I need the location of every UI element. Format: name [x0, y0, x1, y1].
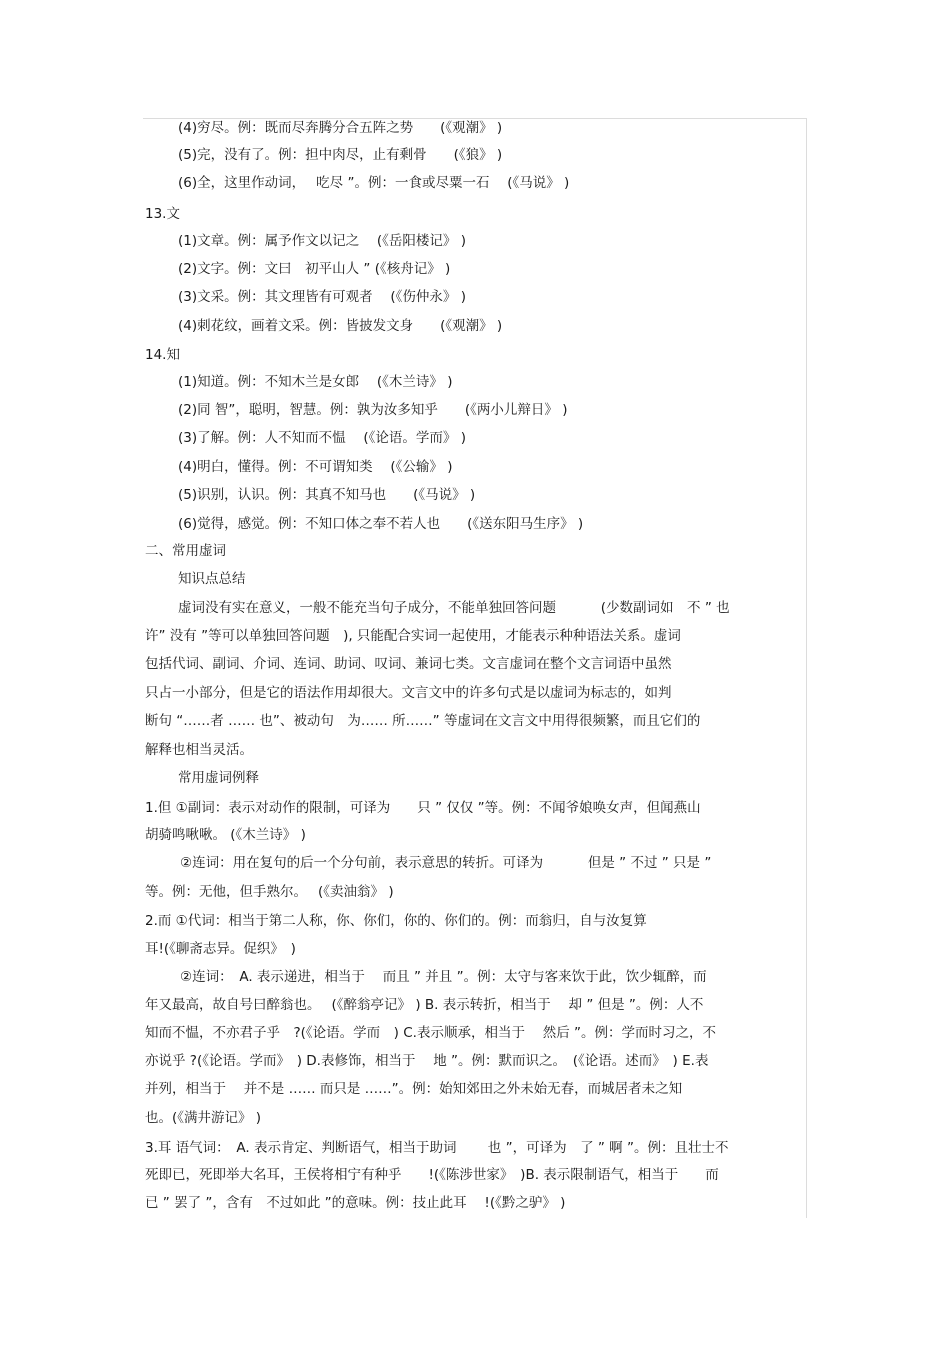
section-heading: 13.文 — [145, 206, 180, 222]
text-line: (4)刺花纹，画着文采。例：皆披发文身 (《观潮》 ) — [178, 318, 503, 334]
text-line: (3)了解。例：人不知而不愠 (《论语。学而》 ) — [178, 430, 466, 446]
text-line: (4)明白，懂得。例：不可谓知类 (《公输》 ) — [178, 459, 453, 475]
paragraph-line: 已 ” 罢了 ”，含有 不过如此 ”的意味。例：技止此耳 !(《黔之驴》 ) — [145, 1195, 566, 1211]
paragraph-line: 耳!(《聊斋志异。促织》 ) — [145, 941, 296, 957]
text-line: (6)觉得，感觉。例：不知口体之奉不若人也 (《送东阳马生序》 ) — [178, 516, 584, 532]
paragraph-line: 等。例：无他，但手熟尔。 (《卖油翁》 ) — [145, 884, 394, 900]
paragraph-line: 许” 没有 ”等可以单独回答问题 ), 只能配合实词一起使用，才能表示种种语法关系。虚词 — [145, 628, 681, 644]
paragraph-line: 死即已，死即举大名耳，王侯将相宁有种乎 !(《陈涉世家》 )B. 表示限制语气，相当于 而 — [145, 1167, 719, 1183]
paragraph-line: 2.而 ①代词：相当于第二人称，你、你们，你的、你们的。例：而翁归，自与汝复算 — [145, 913, 647, 929]
paragraph-line: 解释也相当灵活。 — [145, 742, 253, 758]
paragraph-line: 1.但 ①副词：表示对动作的限制，可译为 只 ” 仅仅 ”等。例：不闻爷娘唤女声，但闻燕山 — [145, 800, 701, 816]
paragraph-line: 年又最高，故自号曰醉翁也。 (《醉翁亭记》 ) B. 表示转折，相当于 却 ” 但是 ”。例：人不 — [145, 997, 704, 1013]
paragraph-line: 亦说乎 ?(《论语。学而》 ) D.表修饰，相当于 地 ”。例：默而识之。 (《论语。述而》 ) E.表 — [145, 1053, 709, 1069]
text-line: (1)文章。例：属予作文以记之 (《岳阳楼记》 ) — [178, 233, 466, 249]
paragraph-line: 包括代词、副词、介词、连词、助词、叹词、兼词七类。文言虚词在整个文言词语中虽然 — [145, 656, 672, 672]
text-line: (2)同 智”，聪明，智慧。例：孰为汝多知乎 (《两小儿辩日》 ) — [178, 402, 568, 418]
text-line: (5)完，没有了。例：担中肉尽，止有剩骨 (《狼》 ) — [178, 147, 503, 163]
text-line: (1)知道。例：不知木兰是女郎 (《木兰诗》 ) — [178, 374, 453, 390]
page-right-border — [806, 118, 807, 1218]
paragraph-line: 并列，相当于 并不是 …… 而只是 ……”。例：始知郊田之外未始无春，而城居者未之知 — [145, 1081, 683, 1097]
section-heading: 二、常用虚词 — [145, 543, 226, 559]
paragraph-line: 3.耳 语气词： A. 表示肯定、判断语气，相当于助词 也 ”，可译为 了 ” 啊 ”。例：且壮士不 — [145, 1140, 729, 1156]
text-line: (3)文采。例：其文理皆有可观者 (《伤仲永》 ) — [178, 289, 466, 305]
text-line: (4)穷尽。例：既而尽奔腾分合五阵之势 (《观潮》 ) — [178, 120, 503, 136]
paragraph-line: 知而不愠，不亦君子乎 ?(《论语。学而 ) C.表示顺承，相当于 然后 ”。例：学而时习之，不 — [145, 1025, 717, 1041]
paragraph-line: 只占一小部分，但是它的语法作用却很大。文言文中的许多句式是以虚词为标志的，如判 — [145, 685, 672, 701]
paragraph-line: ②连词：用在复句的后一个分句前，表示意思的转折。可译为 但是 ” 不过 ” 只是 ” — [180, 855, 712, 871]
paragraph-line: 断句 “……者 …… 也”、被动句 为…… 所……” 等虚词在文言文中用得很频繁，而且它们的 — [145, 713, 701, 729]
text-line: (5)识别，认识。例：其真不知马也 (《马说》 ) — [178, 487, 476, 503]
subheading: 知识点总结 — [178, 571, 246, 587]
paragraph-line: ②连词： A. 表示递进，相当于 而且 ” 并且 ”。例：太守与客来饮于此，饮少辄醉，而 — [180, 969, 707, 985]
text-line: (6)全，这里作动词， 吃尽 ”。例：一食或尽粟一石 (《马说》 ) — [178, 175, 570, 191]
paragraph-line: 胡骑鸣啾啾。 (《木兰诗》 ) — [145, 827, 306, 843]
paragraph-line: 虚词没有实在意义，一般不能充当句子成分，不能单独回答问题 (少数副词如 不 ” 也 — [178, 600, 730, 616]
subheading: 常用虚词例释 — [178, 770, 259, 786]
section-heading: 14.知 — [145, 347, 180, 363]
text-line: (2)文字。例：文曰 初平山人 ” (《核舟记》 ) — [178, 261, 451, 277]
paragraph-line: 也。(《满井游记》 ) — [145, 1110, 262, 1126]
